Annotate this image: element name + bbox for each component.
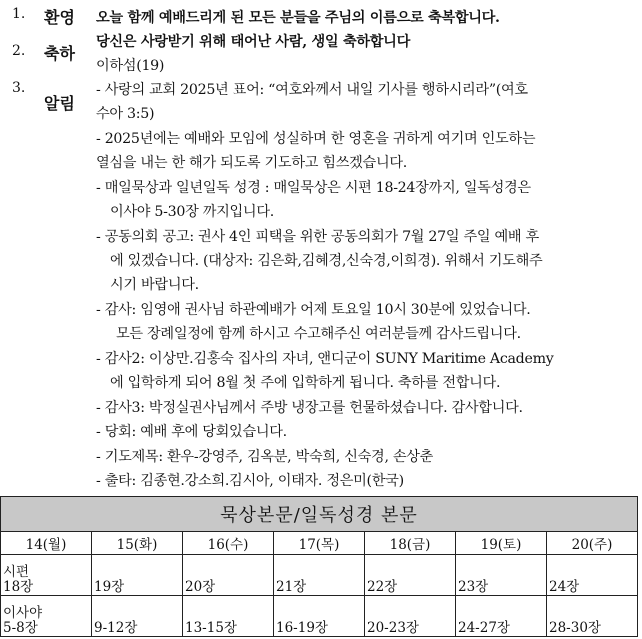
- schedule-cell: [183, 555, 274, 596]
- schedule-cell: [547, 555, 638, 596]
- announcement-line: 시기 바랍니다.: [110, 277, 199, 293]
- day-header: 16(수): [183, 532, 274, 555]
- schedule-cell: [92, 596, 183, 637]
- chapter-value: 23장: [458, 579, 489, 595]
- schedule-cell: [274, 596, 365, 637]
- day-header: 14(월): [1, 532, 92, 555]
- announcement-line: - 감사2: 이상만.김홍숙 집사의 자녀, 앤디군이 SUNY Maritime Academy: [96, 351, 554, 367]
- announcement-line: 이사야 5-30장 까지입니다.: [110, 204, 274, 220]
- announcement-line: - 2025년에는 예배와 모임에 성실하며 한 영혼을 귀하게 여기며 인도하는: [96, 131, 536, 147]
- announcement-line: 에 입학하게 되어 8월 첫 주에 입학하게 됩니다. 축하를 전합니다.: [110, 375, 501, 391]
- book-label: 이사야: [3, 605, 43, 621]
- schedule-cell: [547, 596, 638, 637]
- schedule-cell: [365, 555, 456, 596]
- birthday-name: 이하섬(19): [96, 58, 165, 74]
- table-row-isaiah: [1, 596, 638, 637]
- schedule-cell: [1, 596, 92, 637]
- birthday-text: 당신은 사랑받기 위해 태어난 사람, 생일 축하합니다: [96, 34, 410, 50]
- chapter-value: 28-30장: [549, 620, 601, 636]
- reading-schedule-table: [0, 496, 638, 637]
- day-header: 15(화): [92, 532, 183, 555]
- day-header: 19(토): [456, 532, 547, 555]
- book-label: 시편: [3, 564, 30, 580]
- announcement-line: - 기도제목: 환우-강영주, 김옥분, 박숙희, 신숙경, 손상춘: [96, 449, 434, 465]
- announcement-line: - 감사3: 박정실권사님께서 주방 냉장고를 헌물하셨습니다. 감사합니다.: [96, 400, 523, 416]
- announcement-line: - 사랑의 교회 2025년 표어: “여호와께서 내일 기사를 행하시리라”(여호: [96, 82, 528, 98]
- announcement-line: 수아 3:5): [96, 106, 155, 122]
- section-heading-welcome: 환영: [44, 8, 75, 27]
- schedule-cell: [92, 555, 183, 596]
- chapter-value: 20장: [185, 579, 216, 595]
- day-header: 17(목): [274, 532, 365, 555]
- announcement-line: - 출타: 김종현.강소희.김시아, 이태자. 정은미(한국): [96, 473, 404, 489]
- section-number: 1.: [12, 6, 26, 22]
- chapter-value: 22장: [367, 579, 398, 595]
- schedule-title: 묵상본문/일독성경 본문: [1, 497, 638, 532]
- chapter-value: 16-19장: [276, 620, 328, 636]
- section-heading-announcements: 알림: [44, 94, 75, 113]
- schedule-cell: [1, 555, 92, 596]
- announcement-line: - 감사: 임영애 권사님 하관예배가 어제 토요일 10시 30분에 있었습니다.: [96, 302, 531, 318]
- announcement-line: 모든 장례일정에 함께 하시고 수고해주신 여러분들께 감사드립니다.: [116, 326, 521, 342]
- chapter-value: 19장: [94, 579, 125, 595]
- announcement-line: - 매일묵상과 일년일독 성경 : 매일묵상은 시편 18-24장까지, 일독성경은: [96, 180, 531, 196]
- welcome-text: 오늘 함께 예배드리게 된 모든 분들을 주님의 이름으로 축복합니다.: [96, 10, 500, 26]
- section-number: 3.: [12, 80, 26, 96]
- schedule-cell: [456, 555, 547, 596]
- schedule-cell: [274, 555, 365, 596]
- day-header: 18(금): [365, 532, 456, 555]
- schedule-cell: [456, 596, 547, 637]
- schedule-cell: [183, 596, 274, 637]
- chapter-value: 24-27장: [458, 620, 510, 636]
- section-number: 2.: [12, 43, 26, 59]
- chapter-value: 24장: [549, 579, 580, 595]
- day-header: 20(주): [547, 532, 638, 555]
- table-row-psalms: [1, 555, 638, 596]
- schedule-cell: [365, 596, 456, 637]
- announcement-line: - 공동의회 공고: 권사 4인 피택을 위한 공동의회가 7월 27일 주일 예배 후: [96, 229, 539, 245]
- chapter-value: 13-15장: [185, 620, 237, 636]
- announcement-line: - 당회: 예배 후에 당회있습니다.: [96, 424, 287, 440]
- announcement-line: 에 있겠습니다. (대상자: 김은화,김혜경,신숙경,이희경). 위해서 기도해주: [110, 253, 543, 269]
- chapter-value: 9-12장: [94, 620, 138, 636]
- chapter-value: 20-23장: [367, 620, 419, 636]
- chapter-value: 5-8장: [3, 620, 38, 636]
- chapter-value: 21장: [276, 579, 307, 595]
- announcement-line: 열심을 내는 한 해가 되도록 기도하고 힘쓰겠습니다.: [96, 155, 407, 171]
- section-heading-birthday: 축하: [44, 44, 75, 63]
- chapter-value: 18장: [3, 579, 34, 595]
- day-header-row: [1, 532, 638, 555]
